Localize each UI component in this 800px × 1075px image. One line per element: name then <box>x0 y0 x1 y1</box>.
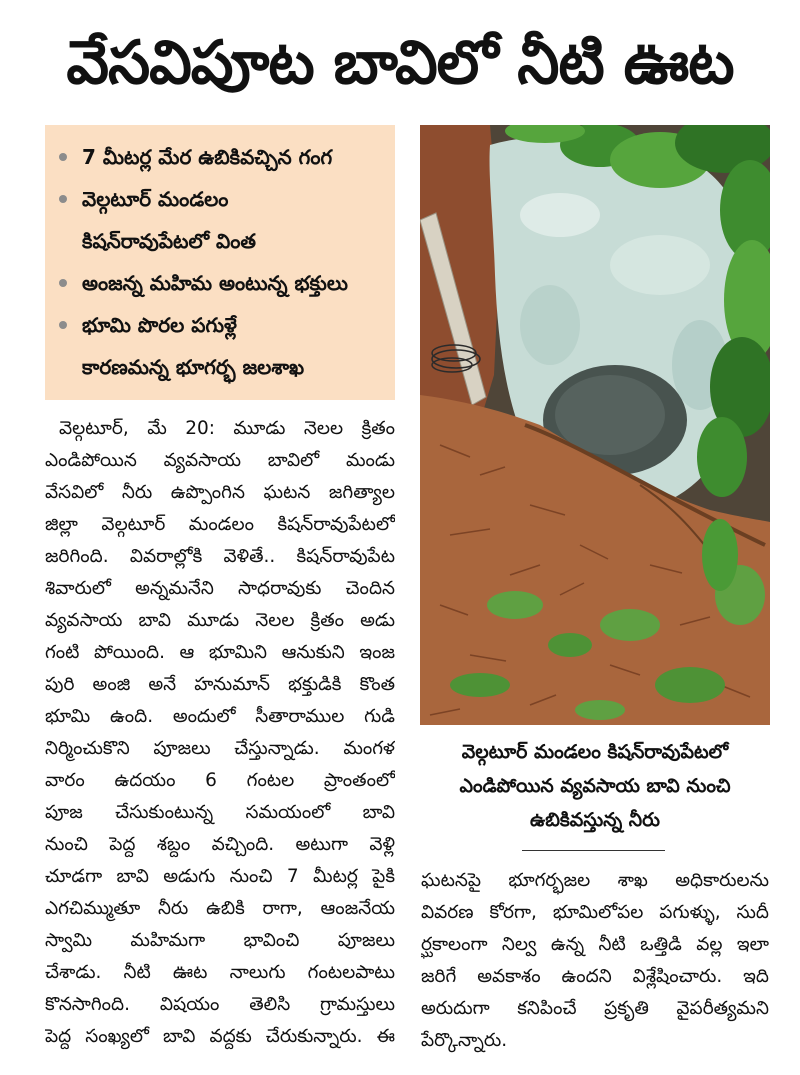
highlight-line: కారణమన్న భూగర్భ జలశాఖ <box>82 355 305 379</box>
article-line: కొనసాగింది. విషయం తెలిసి గ్రామస్తులు <box>45 994 395 1015</box>
highlights-box <box>45 125 395 400</box>
article-line: పేర్కొన్నారు. <box>421 1030 508 1051</box>
highlight-item <box>45 262 395 304</box>
article-line: అరుదుగా కనిపించే ప్రకృతి వైపరీత్యమని <box>421 998 769 1019</box>
article-line: స్వామి మహిమగా భావించి పూజలు <box>45 930 395 951</box>
article-line: పెద్ద సంఖ్యలో బావి వద్దకు చేరుకున్నారు. ఈ <box>45 1026 395 1047</box>
highlight-line: అంజన్న మహిమ అంటున్న భక్తులు <box>82 271 348 295</box>
article-line: గంటి పోయింది. ఆ భూమిని ఆనుకుని ఇంజ <box>45 642 395 663</box>
article-line: చూడగా బావి అడుగు నుంచి 7 మీటర్ల పైకి <box>45 866 395 887</box>
article-line: ఎండిపోయిన వ్యవసాయ బావిలో మండు <box>45 450 395 471</box>
article-line: చేశాడు. నీటి ఊట నాలుగు గంటలపాటు <box>45 962 395 983</box>
highlight-line: 7 మీటర్ల మేర ఉబికివచ్చిన గంగ <box>82 145 333 169</box>
highlight-item <box>45 178 395 262</box>
article-body-right <box>421 865 769 1057</box>
highlight-line: భూమి పొరల పగుళ్లే <box>82 313 237 337</box>
highlight-line: కిషన్‌రావుపేటలో వింత <box>82 229 256 253</box>
highlight-item <box>45 136 395 178</box>
highlight-line: వెల్గటూర్ మండలం <box>82 187 229 211</box>
article-line: నుంచి పెద్ద శబ్దం వచ్చింది. అటుగా వెళ్లి <box>45 834 395 855</box>
article-line: జరిగే అవకాశం ఉందని విశ్లేషించారు. ఇది <box>421 966 769 987</box>
headline: వేసవిపూట బావిలో నీటి ఊట <box>66 28 734 98</box>
well-photo-illustration <box>420 125 770 725</box>
article-line: వ్యవసాయ బావి మూడు నెలల క్రితం అడు <box>45 610 395 631</box>
article-body-left <box>45 413 395 1053</box>
article-line: వేసవిలో నీరు ఉప్పొంగిన ఘటన జగిత్యాల <box>45 482 395 503</box>
article-line: శివారులో అన్నమనేని సాధరావుకు చెందిన <box>45 578 395 599</box>
article-line: వివరణ కోరగా, భూమిలోపల పగుళ్ళు, సుదీ <box>421 902 769 923</box>
caption-line: ఎండిపోయిన వ్యవసాయ బావి నుంచి <box>459 775 731 797</box>
article-line: జిల్లా వెల్గటూర్ మండలం కిషన్‌రావుపేటలో <box>45 514 395 535</box>
highlight-item <box>45 304 395 388</box>
caption-line: ఉబికివస్తున్న నీరు <box>530 809 660 831</box>
article-line: నిర్మించుకొని పూజలు చేస్తున్నాడు. మంగళ <box>45 738 395 759</box>
article-line: ఘటనపై భూగర్భజల శాఖ అధికారులను <box>421 870 769 891</box>
article-line: పురి అంజి అనే హనుమాన్ భక్తుడికి కొంత <box>45 674 395 695</box>
well-photo <box>420 125 770 725</box>
bullet-icon <box>59 279 67 287</box>
article-line: వెల్గటూర్, మే 20: మూడు నెలల క్రితం <box>59 418 395 439</box>
caption-divider <box>522 850 665 851</box>
article-line: ర్ఘకాలంగా నిల్వ ఉన్న నీటి ఒత్తిడి వల్ల ఇలా <box>421 934 769 955</box>
bullet-icon <box>59 195 67 203</box>
soil-wall <box>420 125 500 425</box>
caption-line: వెల్గటూర్ మండలం కిషన్‌రావుపేటలో <box>461 741 729 763</box>
article-line: పూజ చేసుకుంటున్న సమయంలో బావి <box>45 802 395 823</box>
article-line: జరిగింది. వివరాల్లోకి వెళితే.. కిషన్‌రావుపేట <box>45 546 395 567</box>
article-line: ఎగచిమ్ముతూ నీరు ఉబికి రాగా, ఆంజనేయ <box>45 898 395 919</box>
bullet-icon <box>59 321 67 329</box>
bullet-icon <box>59 153 67 161</box>
photo-caption <box>420 735 770 837</box>
article-line: భూమి ఉంది. అందులో సీతారాముల గుడి <box>45 706 395 727</box>
article-line: వారం ఉదయం 6 గంటల ప్రాంతంలో <box>45 770 395 791</box>
